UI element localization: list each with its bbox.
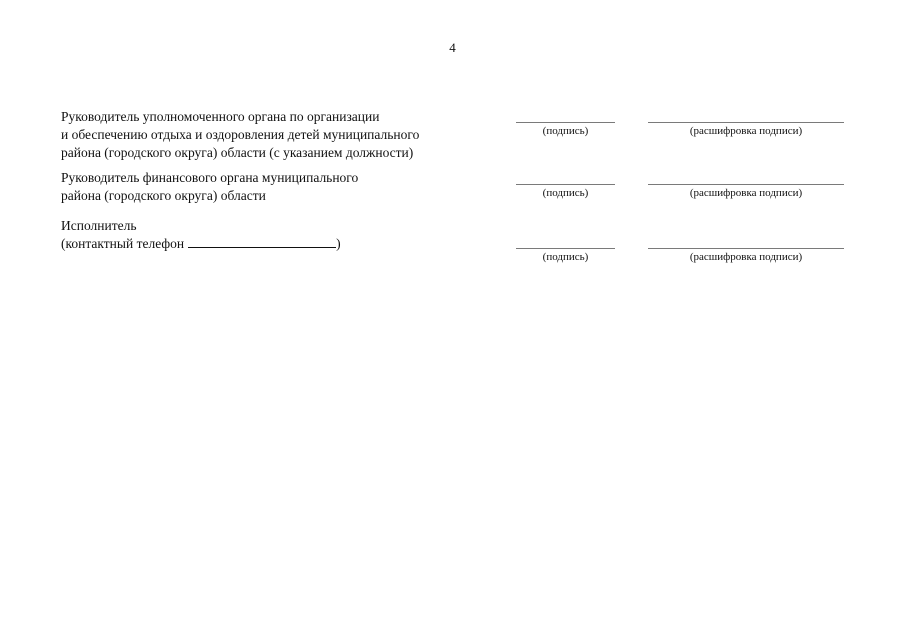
- phone-label: (контактный телефон: [61, 236, 185, 251]
- signature-caption: (подпись): [542, 251, 589, 263]
- signature-decoding-line: [648, 122, 844, 123]
- role-line: Исполнитель: [61, 218, 137, 233]
- signature-caption: (подпись): [542, 125, 589, 137]
- signature-decoding-caption: (расшифровка подписи): [689, 251, 803, 263]
- role-title: [61, 169, 491, 205]
- signature-line: [516, 122, 615, 123]
- signature-decoding-caption: (расшифровка подписи): [689, 125, 803, 137]
- signature-line: [516, 248, 615, 249]
- phone-close: ): [336, 236, 341, 251]
- signature-line: [516, 184, 615, 185]
- signature-decoding-caption: (расшифровка подписи): [689, 187, 803, 199]
- signature-decoding-line: [648, 184, 844, 185]
- phone-input[interactable]: [188, 235, 336, 248]
- page-number: 4: [449, 40, 456, 55]
- role-line: района (городского округа) области: [61, 188, 266, 203]
- phone-line: [61, 235, 491, 253]
- role-line: района (городского округа) области (с указанием должности): [61, 145, 414, 160]
- signature-caption: (подпись): [542, 187, 589, 199]
- role-line: и обеспечению отдыха и оздоровления детей муниципального: [61, 127, 420, 142]
- role-title: [61, 217, 491, 253]
- role-title: [61, 108, 491, 162]
- signature-decoding-line: [648, 248, 844, 249]
- role-line: Руководитель уполномоченного органа по организации: [61, 109, 380, 124]
- role-line: Руководитель финансового органа муниципального: [61, 170, 359, 185]
